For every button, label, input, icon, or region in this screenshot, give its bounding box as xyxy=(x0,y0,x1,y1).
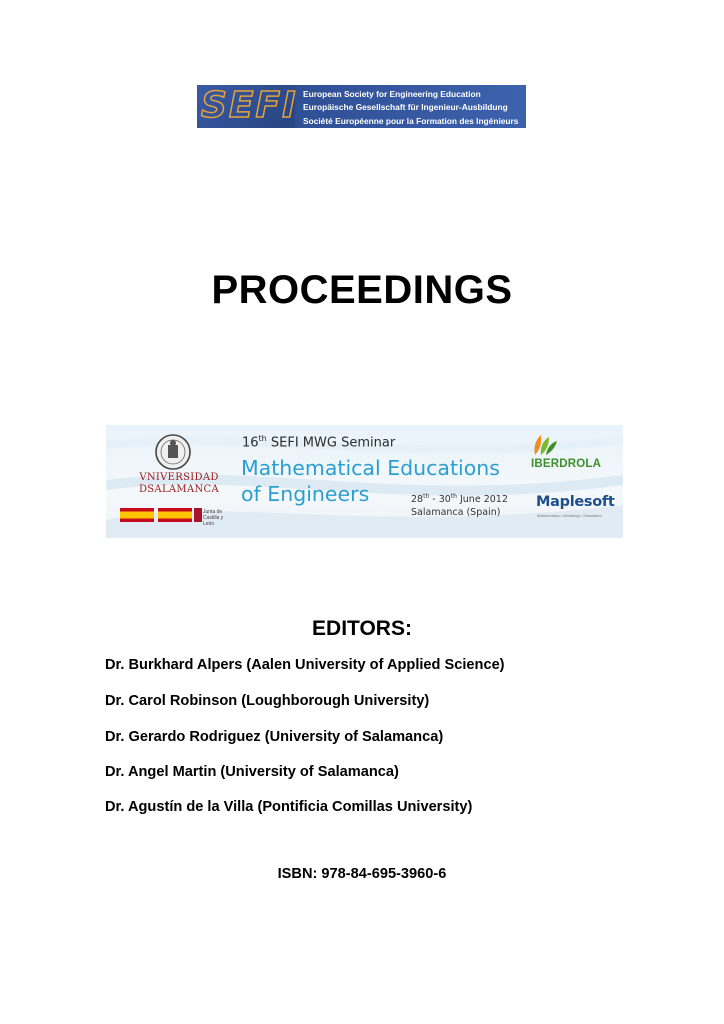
university-name xyxy=(136,472,222,496)
university-name-line1: VNIVERSIDAD xyxy=(139,472,219,483)
date-end-suffix: th xyxy=(450,493,457,500)
editor-item: Dr. Angel Martin (University of Salamanca) xyxy=(105,764,399,780)
ministry-logo-icon xyxy=(158,508,192,522)
seminar-number-suffix: th xyxy=(258,434,267,443)
sponsor-maplesoft: Maplesoft xyxy=(536,494,615,510)
date-end: June 2012 xyxy=(456,494,508,506)
junta-crest-icon xyxy=(194,508,202,522)
sefi-line-en: European Society for Engineering Education xyxy=(303,89,481,100)
sponsor-maplesoft-tagline: Mathematics • Modeling • Simulation xyxy=(537,513,602,518)
editor-item: Dr. Gerardo Rodriguez (University of Salamanca) xyxy=(105,729,444,745)
editor-item: Dr. Carol Robinson (Loughborough University) xyxy=(105,693,430,709)
sefi-line-de: Europäische Gesellschaft für Ingenieur-Ausbildung xyxy=(303,102,508,113)
sponsor-iberdrola: IBERDROLA xyxy=(531,458,602,470)
date-start-suffix: th xyxy=(423,493,430,500)
seminar-name: SEFI MWG Seminar xyxy=(266,435,396,451)
page-title: PROCEEDINGS xyxy=(211,268,513,312)
seminar-title-line1: Mathematical Educations xyxy=(241,456,500,480)
sefi-logo xyxy=(197,85,526,128)
spain-flag-icon xyxy=(120,508,154,522)
seminar-location: Salamanca (Spain) xyxy=(411,507,501,519)
date-middle: - 30 xyxy=(429,494,451,506)
sefi-logo-mark xyxy=(197,85,298,128)
date-start: 28 xyxy=(411,494,424,506)
seminar-banner xyxy=(106,425,623,538)
sefi-logo-mark-text: SEFI xyxy=(201,85,298,126)
editor-item: Dr. Burkhard Alpers (Aalen University of Applied Science) xyxy=(105,657,505,673)
seminar-number xyxy=(242,434,395,450)
seminar-date xyxy=(411,490,508,506)
seminar-date-location xyxy=(411,490,508,519)
editor-item: Dr. Agustín de la Villa (Pontificia Comillas University) xyxy=(105,799,473,815)
sefi-logo-text xyxy=(295,85,526,128)
university-seal-icon xyxy=(154,433,192,471)
junta-note: Junta de Castilla y León xyxy=(203,509,224,527)
seminar-number-value: 16 xyxy=(242,435,259,451)
editors-heading: EDITORS: xyxy=(312,617,412,640)
university-name-line2: DSALAMANCA xyxy=(138,484,220,495)
sefi-line-fr: Société Européenne pour la Formation des Ingénieurs xyxy=(303,115,519,126)
isbn: ISBN: 978-84-695-3960-6 xyxy=(277,866,447,882)
seminar-title-line2: of Engineers xyxy=(241,482,370,506)
iberdrola-leaf-icon xyxy=(531,433,559,457)
